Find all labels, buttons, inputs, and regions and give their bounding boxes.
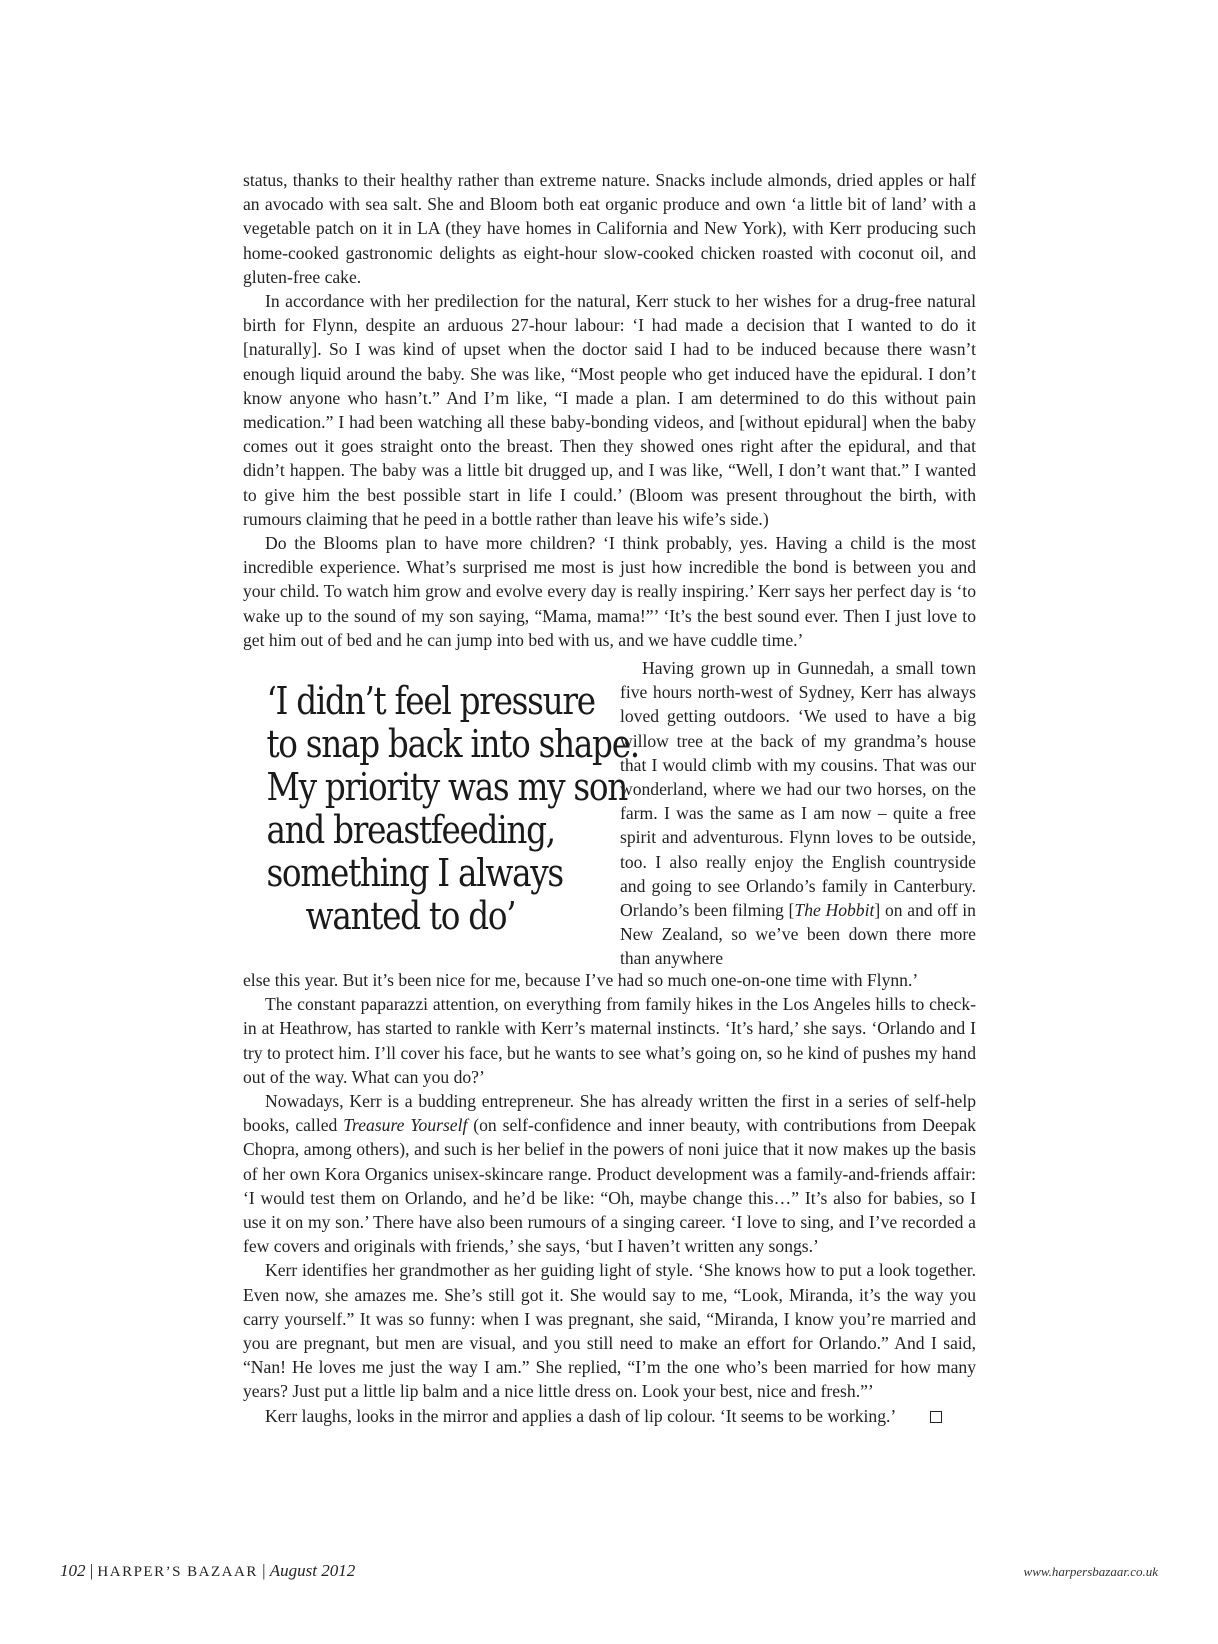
right-column [620, 656, 976, 971]
pull-quote-line: wanted to do’ [305, 894, 516, 938]
film-title: The Hobbit [794, 900, 875, 921]
text-run: Nowadays, Kerr is a budding entrepreneur. She has already written the first in a series of self-help books, called [243, 1091, 976, 1136]
end-mark-icon [930, 1411, 942, 1423]
body-paragraph: status, thanks to their healthy rather than extreme nature. Snacks include almonds, dried apples or half an avocado with sea salt. She and Bloom both eat organic produce and own ‘a little bit of land’ with a vegetable patch on it in LA (they have homes in California and New York), with Kerr producing such home-cooked gastronomic delights as eight-hour slow-cooked chicken roasted with coconut oil, and gluten-free cake. [243, 170, 976, 287]
body-paragraph: Do the Blooms plan to have more children? ‘I think probably, yes. Having a child is the most incredible experience. What’s surprised me most is just how incredible the bond is between you and your child. To watch him grow and evolve every day is really inspiring.’ Kerr says her perfect day is ‘to wake up to the sound of my son saying, “Mama, mama!”’ ‘It’s the best sound ever. Then I just love to get him out of bed and he can jump into bed with us, and we have cuddle time.’ [243, 533, 976, 650]
pull-quote-line: something I always [266, 851, 563, 895]
body-paragraph: Kerr identifies her grandmother as her guiding light of style. ‘She knows how to put a look together. Even now, she amazes me. She’s still got it. She would say to me, “Look, Miranda, it’s the way you carry yourself.” It was so funny: when I was pregnant, she said, “Miranda, I know you’re married and you are pregnant, but men are visual, and you still need to make an effort for Orlando.” And I said, “Nan! He loves me just the way I am.” She replied, “I’m the one who’s been married for how many years? Just put a little lip balm and a nice little dress on. Look your best, nice and fresh.”’ [243, 1260, 976, 1402]
pull-quote-line: and breastfeeding, [266, 808, 555, 852]
pull-quote-line: My priority was my son [266, 765, 628, 809]
body-paragraph [243, 1089, 976, 1258]
website-url: www.harpersbazaar.co.uk [1023, 1564, 1158, 1579]
continuation-line: else this year. But it’s been nice for me, because I’ve had so much one-on-one time with Flynn.’ [243, 970, 919, 990]
text-run: ] on and off in New Zealand, so we’ve been down there more than anywhere [620, 900, 976, 969]
final-paragraph [243, 1404, 976, 1428]
pull-quote-line: ‘I didn’t feel pressure [266, 679, 595, 723]
article-bottom [243, 968, 976, 1428]
page-number: 102 [60, 1561, 86, 1580]
magazine-name: HARPER’S BAZAAR [97, 1564, 258, 1580]
text-run: (on self-confidence and inner beauty, with contributions from Deepak Chopra, among others), and such is her belief in the powers of noni juice that it now makes up the basis of her own Kora Organics unisex-skincare range. Product development was a family-and-friends affair: ‘I would test them on Orlando, and he’d be like: “Oh, maybe change this…” It’s also for babies, so I use it on my son.’ There have also been rumours of a singing career. ‘I love to sing, and I’ve recorded a few covers and originals with friends,’ she says, ‘but I haven’t written any songs.’ [243, 1115, 976, 1257]
pull-quote-line: to snap back into shape. [266, 722, 639, 766]
folio-separator: | [89, 1561, 94, 1580]
book-title: Treasure Yourself [343, 1115, 468, 1136]
pull-quote [266, 679, 639, 938]
body-paragraph [620, 656, 976, 971]
article-top [243, 168, 976, 652]
issue-date: August 2012 [269, 1561, 356, 1580]
text-run: Kerr laughs, looks in the mirror and applies a dash of lip colour. ‘It seems to be working.’ [265, 1405, 897, 1426]
body-paragraph: In accordance with her predilection for the natural, Kerr stuck to her wishes for a drug-free natural birth for Flynn, despite an arduous 27-hour labour: ‘I had made a decision that I wanted to do it [naturally]. So I was kind of upset when the doctor said I had to be induced because there wasn’t enough liquid around the baby. She was like, “Most people who get induced have the epidural. I don’t know anyone who hasn’t.” And I’m like, “I made a plan. I am determined to do this without pain medication.” I had been watching all these baby-bonding videos, and [without epidural] when the baby comes out it goes straight onto the breast. Then they showed ones right after the epidural, and that didn’t happen. The baby was a little bit drugged up, and I was like, “Well, I don’t want that.” I wanted to give him the best possible start in life I could.’ (Bloom was present throughout the birth, with rumours claiming that he peed in a bottle rather than leave his wife’s side.) [243, 291, 976, 529]
body-paragraph: The constant paparazzi attention, on everything from family hikes in the Los Angeles hills to check-in at Heathrow, has started to rankle with Kerr’s maternal instincts. ‘It’s hard,’ she says. ‘Orlando and I try to protect him. I’ll cover his face, but he wants to see what’s going on, so he kind of pushes my hand out of the way. What can you do?’ [243, 994, 976, 1087]
text-run: Having grown up in Gunnedah, a small town five hours north-west of Sydney, Kerr has always loved getting outdoors. ‘We used to have a big willow tree at the back of my grandma’s house that I would climb with my cousins. That was our wonderland, where we had our two horses, on the farm. I was the same as I am now – quite a free spirit and adventurous. Flynn loves to be outside, too. I also really enjoy the English countryside and going to see Orlando’s family in Canterbury. Orlando’s been filming [ [620, 658, 976, 921]
page-footer [60, 1561, 1158, 1583]
folio [60, 1561, 355, 1581]
folio-separator: | [262, 1561, 266, 1580]
